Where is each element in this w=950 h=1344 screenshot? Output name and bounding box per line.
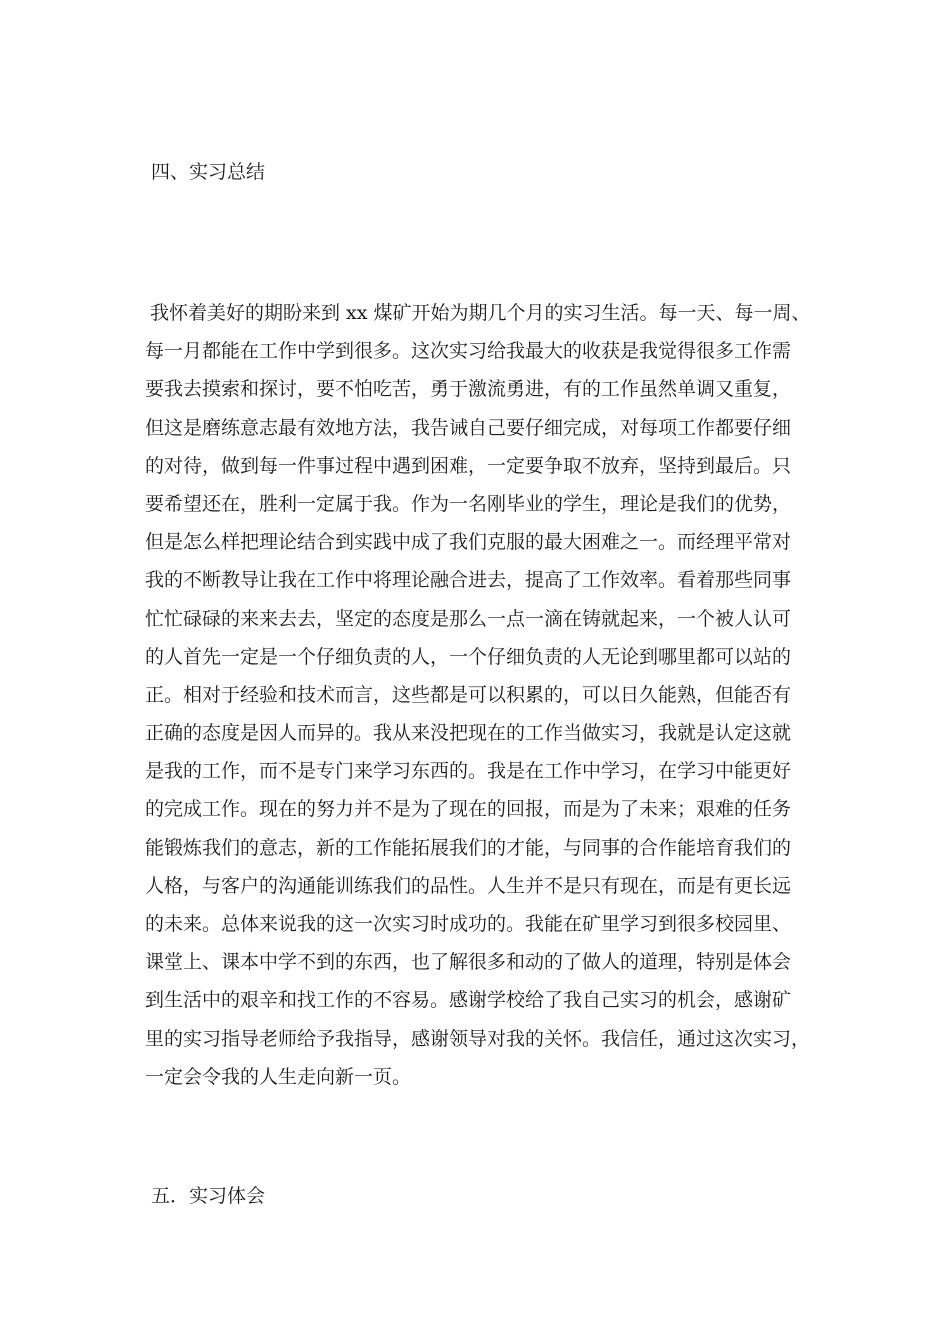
paragraph-line: 是我的工作，而不是专门来学习东西的。我是在工作中学习，在学习中能更好	[145, 760, 792, 783]
paragraph-line: 每一月都能在工作中学到很多。这次实习给我最大的收获是我觉得很多工作需	[145, 340, 792, 363]
paragraph-line: 课堂上、课本中学不到的东西，也了解很多和动的了做人的道理，特别是体会	[145, 951, 792, 974]
paragraph-line: 里的实习指导老师给予我指导，感谢领导对我的关怀。我信任，通过这次实习，	[145, 1027, 811, 1050]
section-heading-experience: 五．实习体会	[151, 1185, 266, 1207]
paragraph-line: 的对待，做到每一件事过程中遇到困难，一定要争取不放弃，坚持到最后。只	[145, 454, 792, 477]
paragraph-line: 忙忙碌碌的来来去去，坚定的态度是那么一点一滴在铸就起来，一个被人认可	[145, 607, 792, 630]
paragraph-line: 的未来。总体来说我的这一次实习时成功的。我能在矿里学习到很多校园里、	[145, 913, 792, 935]
paragraph-line: 我的不断教导让我在工作中将理论融合进去，提高了工作效率。看着那些同事	[145, 569, 792, 592]
paragraph-line: 一定会令我的人生走向新一页。	[145, 1065, 412, 1088]
paragraph-line: 我怀着美好的期盼来到 xx 煤矿开始为期几个月的实习生活。每一天、每一周、	[150, 302, 811, 324]
summary-paragraph	[145, 294, 825, 1096]
paragraph-line: 但这是磨练意志最有效地方法，我告诫自己要仔细完成，对每项工作都要仔细	[145, 416, 792, 439]
paragraph-line: 正确的态度是因人而异的。我从来没把现在的工作当做实习，我就是认定这就	[145, 722, 792, 745]
paragraph-line: 人格，与客户的沟通能训练我们的品性。人生并不是只有现在，而是有更长远	[145, 874, 792, 897]
paragraph-line: 的人首先一定是一个仔细负责的人，一个仔细负责的人无论到哪里都可以站的	[145, 645, 792, 668]
paragraph-line: 正。相对于经验和技术而言，这些都是可以积累的，可以日久能熟，但能否有	[145, 683, 792, 706]
paragraph-line: 能锻炼我们的意志，新的工作能拓展我们的才能，与同事的合作能培育我们的	[145, 836, 792, 859]
paragraph-line: 的完成工作。现在的努力并不是为了现在的回报，而是为了未来；艰难的任务	[145, 798, 792, 821]
section-heading-summary: 四、实习总结	[151, 161, 266, 183]
paragraph-line: 要我去摸索和探讨，要不怕吃苦，勇于激流勇进，有的工作虽然单调又重复，	[145, 378, 792, 401]
paragraph-line: 但是怎么样把理论结合到实践中成了我们克服的最大困难之一。而经理平常对	[145, 531, 792, 554]
paragraph-line: 到生活中的艰辛和找工作的不容易。感谢学校给了我自己实习的机会，感谢矿	[145, 989, 792, 1012]
paragraph-line: 要希望还在，胜利一定属于我。作为一名刚毕业的学生，理论是我们的优势，	[145, 492, 792, 515]
